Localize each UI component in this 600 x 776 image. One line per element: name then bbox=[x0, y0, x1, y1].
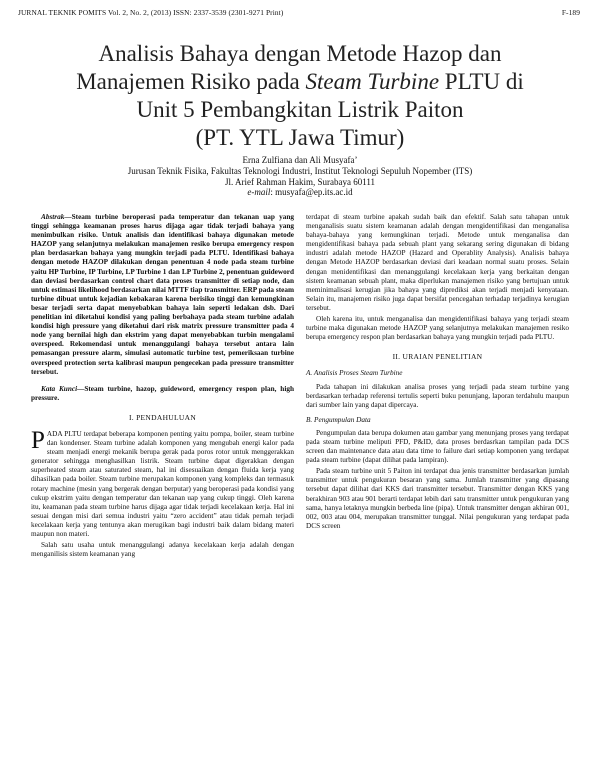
section-heading-method: II. URAIAN PENELITIAN bbox=[392, 352, 483, 362]
page-number: F-189 bbox=[561, 8, 580, 17]
title-line-2: Manajemen Risiko pada Steam Turbine PLTU di bbox=[76, 69, 524, 94]
author-names: Erna Zulfiana dan Ali Musyafa’ bbox=[242, 155, 358, 165]
author-address: Jl. Arief Rahman Hakim, Surabaya 60111 bbox=[224, 176, 376, 187]
subsection-b-heading: B. Pengumpulan Data bbox=[306, 415, 371, 424]
subsection-b-paragraph-2: Pada steam turbine unit 5 Paiton ini terdapat dua jenis transmitter berdasarkan jumlah transmitter untuk pengukuran besaran yang sama. Jumlah transmitter yang dipasang tersebut dapat dilihat dari KKS dari transmitter tersebut. Transmitter dengan KKS yang berakhiran 903 atau 901 berarti terdapat lebih dari satu transmitter untuk pengukuran yang sama, hanya letaknya mungkin berbeda line (pipa). Untuk transmitter dengan akhiran 001, 002, 003 atau 004, merupakan transmitter tunggal. Nilai pengukuran yang terdapat pada DCS screen bbox=[306, 467, 569, 530]
running-header bbox=[18, 8, 580, 17]
title-line-4: (PT. YTL Jawa Timur) bbox=[195, 125, 405, 150]
subsection-a-paragraph: Pada tahapan ini dilakukan analisa proses yang terjadi pada steam turbine yang berdasarkan terhadap referensi tertulis seperti buku penunjang, laporan terdahulu maupun dari sumber lain yang dapat dipercaya. bbox=[306, 382, 569, 409]
paper-title bbox=[30, 40, 570, 152]
intro-paragraph-2: Salah satu usaha untuk menanggulangi adanya kecelakaan kerja adalah dengan menganilisis sistem keamanan yang bbox=[31, 541, 294, 559]
intro-paragraph-3: terdapat di steam turbine apakah sudah baik dan efektif. Salah satu tahapan untuk menganalisis suatu sistem keamanan adalah dengan mengidentifikasi dan menganalisa bahaya-bahaya yang kemungkinan terjadi. Metode untuk menganalisa dan mengidentifikasi bahaya pada sebuah plant yang sekarang sering digunakan di bidang industri adalah metode HAZOP (Hazard and Operablity Analysis). Analisis bahaya dengan Metode HAZOP berdasarkan deviasi dari keadaan normal suatu proses. Selain dengan menidentifikasi dan menanggulangi kecelakaan kerja yang berkaitan dengan sistem keamanan sebuah plant, maka diperlukan manajemen risiko yang bertujuan untuk meminimalisasi kerugian jika bahaya yang diprediksi akan terjadi menjadi kenyataan. Selain itu, manajemen risiko juga dapat bersifat pencegahan terhadap terjadinya kerugian tersebut. bbox=[306, 213, 569, 312]
intro-paragraph-1: PADA PLTU terdapat beberapa komponen penting yaitu pompa, boiler, steam turbine dan kondenser. Steam turbine adalah komponen yang mengubah energi kalor pada steam menjadi energi mekanik berupa gerak pada poros rotor untuk menggerakkan generator sehingga menghasilkan listrik. Steam turbine dapat digerakkan dengan superheated steam atau saturated steam, hal ini disesuaikan dengan fluida kerja yang dihasilkan pada boiler. Steam turbine merupakan komponen yang kompleks dan termasuk rotary machine (mesin yang bergerak dengan berputar) yang beroperasi pada kondisi yang cukup ekstrim yaitu dengan temperatur dan tekanan uap yang cukup tinggi. Oleh karena itu, keamanan pada steam turbine harus dijaga agar tidak terjadi kecelakaan kerja. Hal ini sesuai dengan misi dari semua industri yaitu “zero accident” atau tidak pernah terjadi kecelakaan kerja yang tentunya akan merugikan bagi industri baik dalam bidang materi maupun non materi. bbox=[31, 426, 294, 538]
subsection-a-heading: A. Analisis Proses Steam Turbine bbox=[306, 369, 403, 378]
author-email[interactable]: e-mail: musyafa@ep.its.ac.id bbox=[247, 187, 353, 198]
intro-paragraph-4: Oleh karena itu, untuk menganalisa dan mengidentifikasi bahaya yang terjadi steam turbine maka digunakan metode HAZOP yang selanjutnya melakukan manajemen resiko berupa emergency respon plan berdasarkan bahaya yang mungkin terjadi pada PLTU. bbox=[306, 315, 569, 342]
drop-cap: P bbox=[31, 426, 45, 454]
right-column bbox=[306, 213, 569, 533]
subsection-b-paragraph-1: Pengumpulan data berupa dokumen atau gambar yang menunjang proses yang terdapat pada steam turbine meliputi PFD, P&ID, data proses berdasrkan tampilan pada DCS screen dan maintenance data atau data time to failure dari setiap komponen yang terdapat pada steam turbine (dapat dilihat pada lampiran). bbox=[306, 428, 569, 465]
title-line-3: Unit 5 Pembangkitan Listrik Paiton bbox=[136, 97, 464, 122]
left-column bbox=[31, 213, 294, 561]
keywords: Kata Kunci—Steam turbine, hazop, guideword, emergency respon plan, high pressure. bbox=[31, 384, 294, 402]
abstract: Abstrak—Steam turbine beroperasi pada temperatur dan tekanan uap yang tinggi sehingga keamanan proses harus dijaga agar tidak terjadi bahaya yang menimbulkan risiko. Untuk analisis dan identifikasi bahaya digunakan metode HAZOP yang selanjutnya melakukan manajemen resiko berupa emergency respon plan berdasarkan bahaya yang mungkin terjadi pada PLTU. Identifikasi bahaya dengan metode HAZOP dilakukan dengan penentuan 4 node pada steam turbine yaitu HP Turbine, IP Turbine, LP Turbine 1 dan LP Turbine 2, penentuan guideword dan deviasi berdasarkan control chart data proses transmitter di setiap node, dan untuk estimasi likelihood berdasarkan nilai MTTF tiap transmitter. ERP pada steam turbine dibuat untuk kejadian kebakaran karena berisiko tinggi dan kemungkinan besar terjadi serta dapat menyebabkan bahaya lain seperti ledakan dsb. Dari penelitian ini diketahui kondisi yang paling berbahaya pada steam turbine adalah kondisi high pressure yang diketahui dari risk matrix pressure transmitter pada 4 node yang bernilai high dan ekstrim yang dapat menyebabkan turbin mengalami overspeed. Rekomendasi untuk menanggulangi bahaya tersebut antara lain pemasangan pressure alarm, simulasi automatic turbine test, pemeriksaan turbine overspeed protection serta kalibrasi maupun pengecekan pada pressure transmitter tersebut. bbox=[31, 213, 294, 376]
author-affiliation: Jurusan Teknik Fisika, Fakultas Teknologi Industri, Institut Teknologi Sepuluh Nopember (ITS) bbox=[127, 165, 473, 176]
author-block bbox=[30, 155, 570, 198]
journal-info: JURNAL TEKNIK POMITS Vol. 2, No. 2, (2013) ISSN: 2337-3539 (2301-9271 Print) bbox=[18, 8, 284, 17]
section-heading-intro: I. PENDAHULUAN bbox=[128, 412, 197, 422]
title-line-1: Analisis Bahaya dengan Metode Hazop dan bbox=[98, 41, 502, 66]
